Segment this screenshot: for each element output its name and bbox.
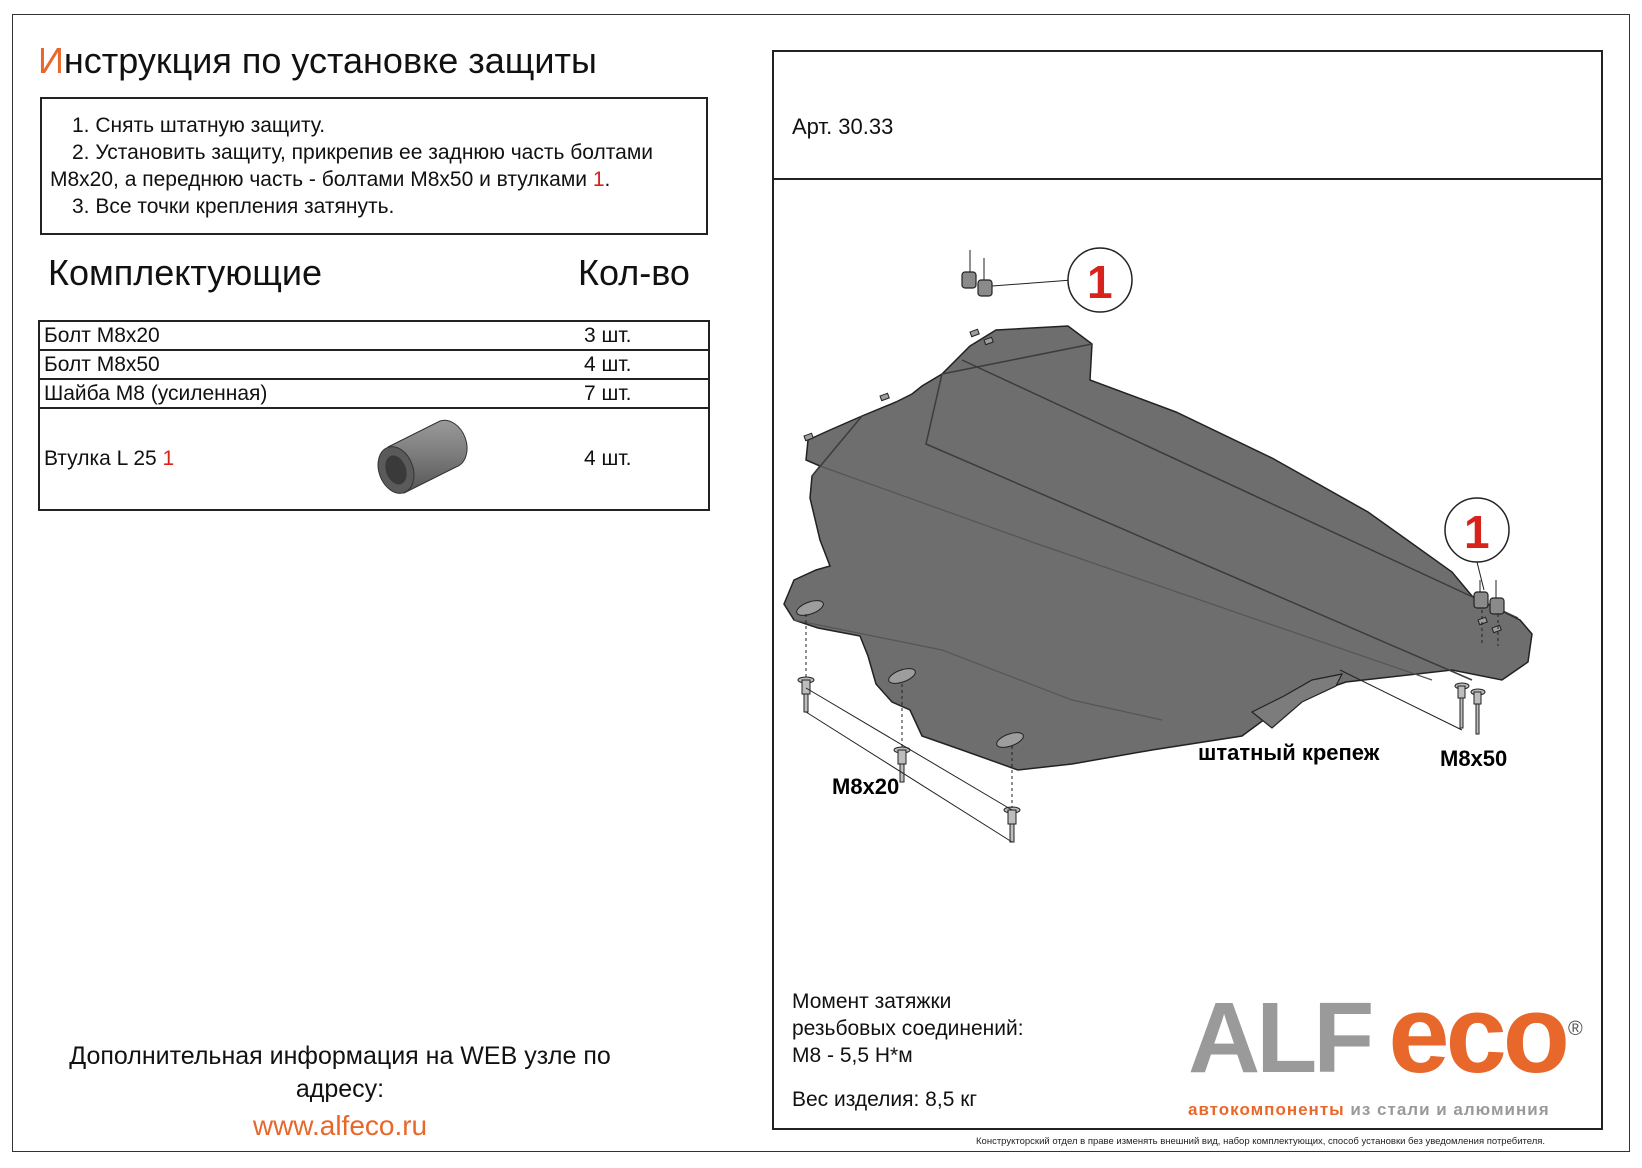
article-number: Арт. 30.33	[792, 114, 894, 139]
disclaimer: Конструкторский отдел в праве изменять внешний вид, набор комплектующих, способ установки без уведомления потребителя.	[976, 1136, 1546, 1147]
label-m8x20: М8х20	[832, 774, 900, 799]
parts-table	[38, 320, 710, 511]
bushing-top	[962, 272, 992, 296]
kit-header: Комплектующие	[48, 252, 323, 293]
installation-diagram	[772, 180, 1600, 1080]
part-name: Болт М8х50	[39, 350, 584, 379]
part-qty: 4 шт.	[584, 350, 709, 379]
alfeco-logo: ALF eco ®	[1188, 973, 1583, 1096]
bushing-icon	[370, 409, 480, 509]
bolts-m8x50	[1455, 683, 1485, 734]
info-text: Дополнительная информация на WEB узле по адресу:	[69, 1042, 611, 1103]
label-standard-fasteners: штатный крепеж	[1198, 740, 1380, 765]
label-m8x50: М8х50	[1440, 746, 1508, 771]
product-weight: Вес изделия: 8,5 кг	[792, 1088, 978, 1111]
table-row	[39, 379, 709, 408]
table-row	[39, 408, 709, 510]
part-name: Втулка L 25 1	[39, 408, 584, 510]
leader-line	[1340, 670, 1462, 730]
part-qty: 7 шт.	[584, 379, 709, 408]
website-link[interactable]: www.alfeco.ru	[252, 1110, 428, 1141]
part-qty: 3 шт.	[584, 321, 709, 350]
instruction-step-1: 1. Снять штатную защиту.	[72, 114, 326, 137]
logo-tagline: автокомпоненты из стали и алюминия	[1188, 1100, 1550, 1119]
callout-number: 1	[1464, 506, 1490, 558]
torque-info: Момент затяжки резьбовых соединений: М8 - 5,5 Н*м	[792, 990, 1024, 1067]
callout-number: 1	[1087, 256, 1113, 308]
part-qty: 4 шт.	[584, 408, 709, 510]
protection-plate	[784, 326, 1532, 770]
page-title: Инструкция по установке защиты	[38, 40, 597, 81]
part-name: Шайба М8 (усиленная)	[39, 379, 584, 408]
instruction-step-2-cont: М8х20, а переднюю часть - болтами М8х50 и втулками 1.	[50, 168, 611, 191]
leader-line	[992, 280, 1072, 286]
instructions-box	[40, 97, 708, 235]
table-row	[39, 350, 709, 379]
qty-header: Кол-во	[578, 252, 690, 293]
instruction-step-2: 2. Установить защиту, прикрепив ее заднюю часть болтами	[72, 141, 653, 164]
instruction-step-3: 3. Все точки крепления затянуть.	[72, 195, 395, 218]
table-row	[39, 321, 709, 350]
part-name: Болт М8х20	[39, 321, 584, 350]
